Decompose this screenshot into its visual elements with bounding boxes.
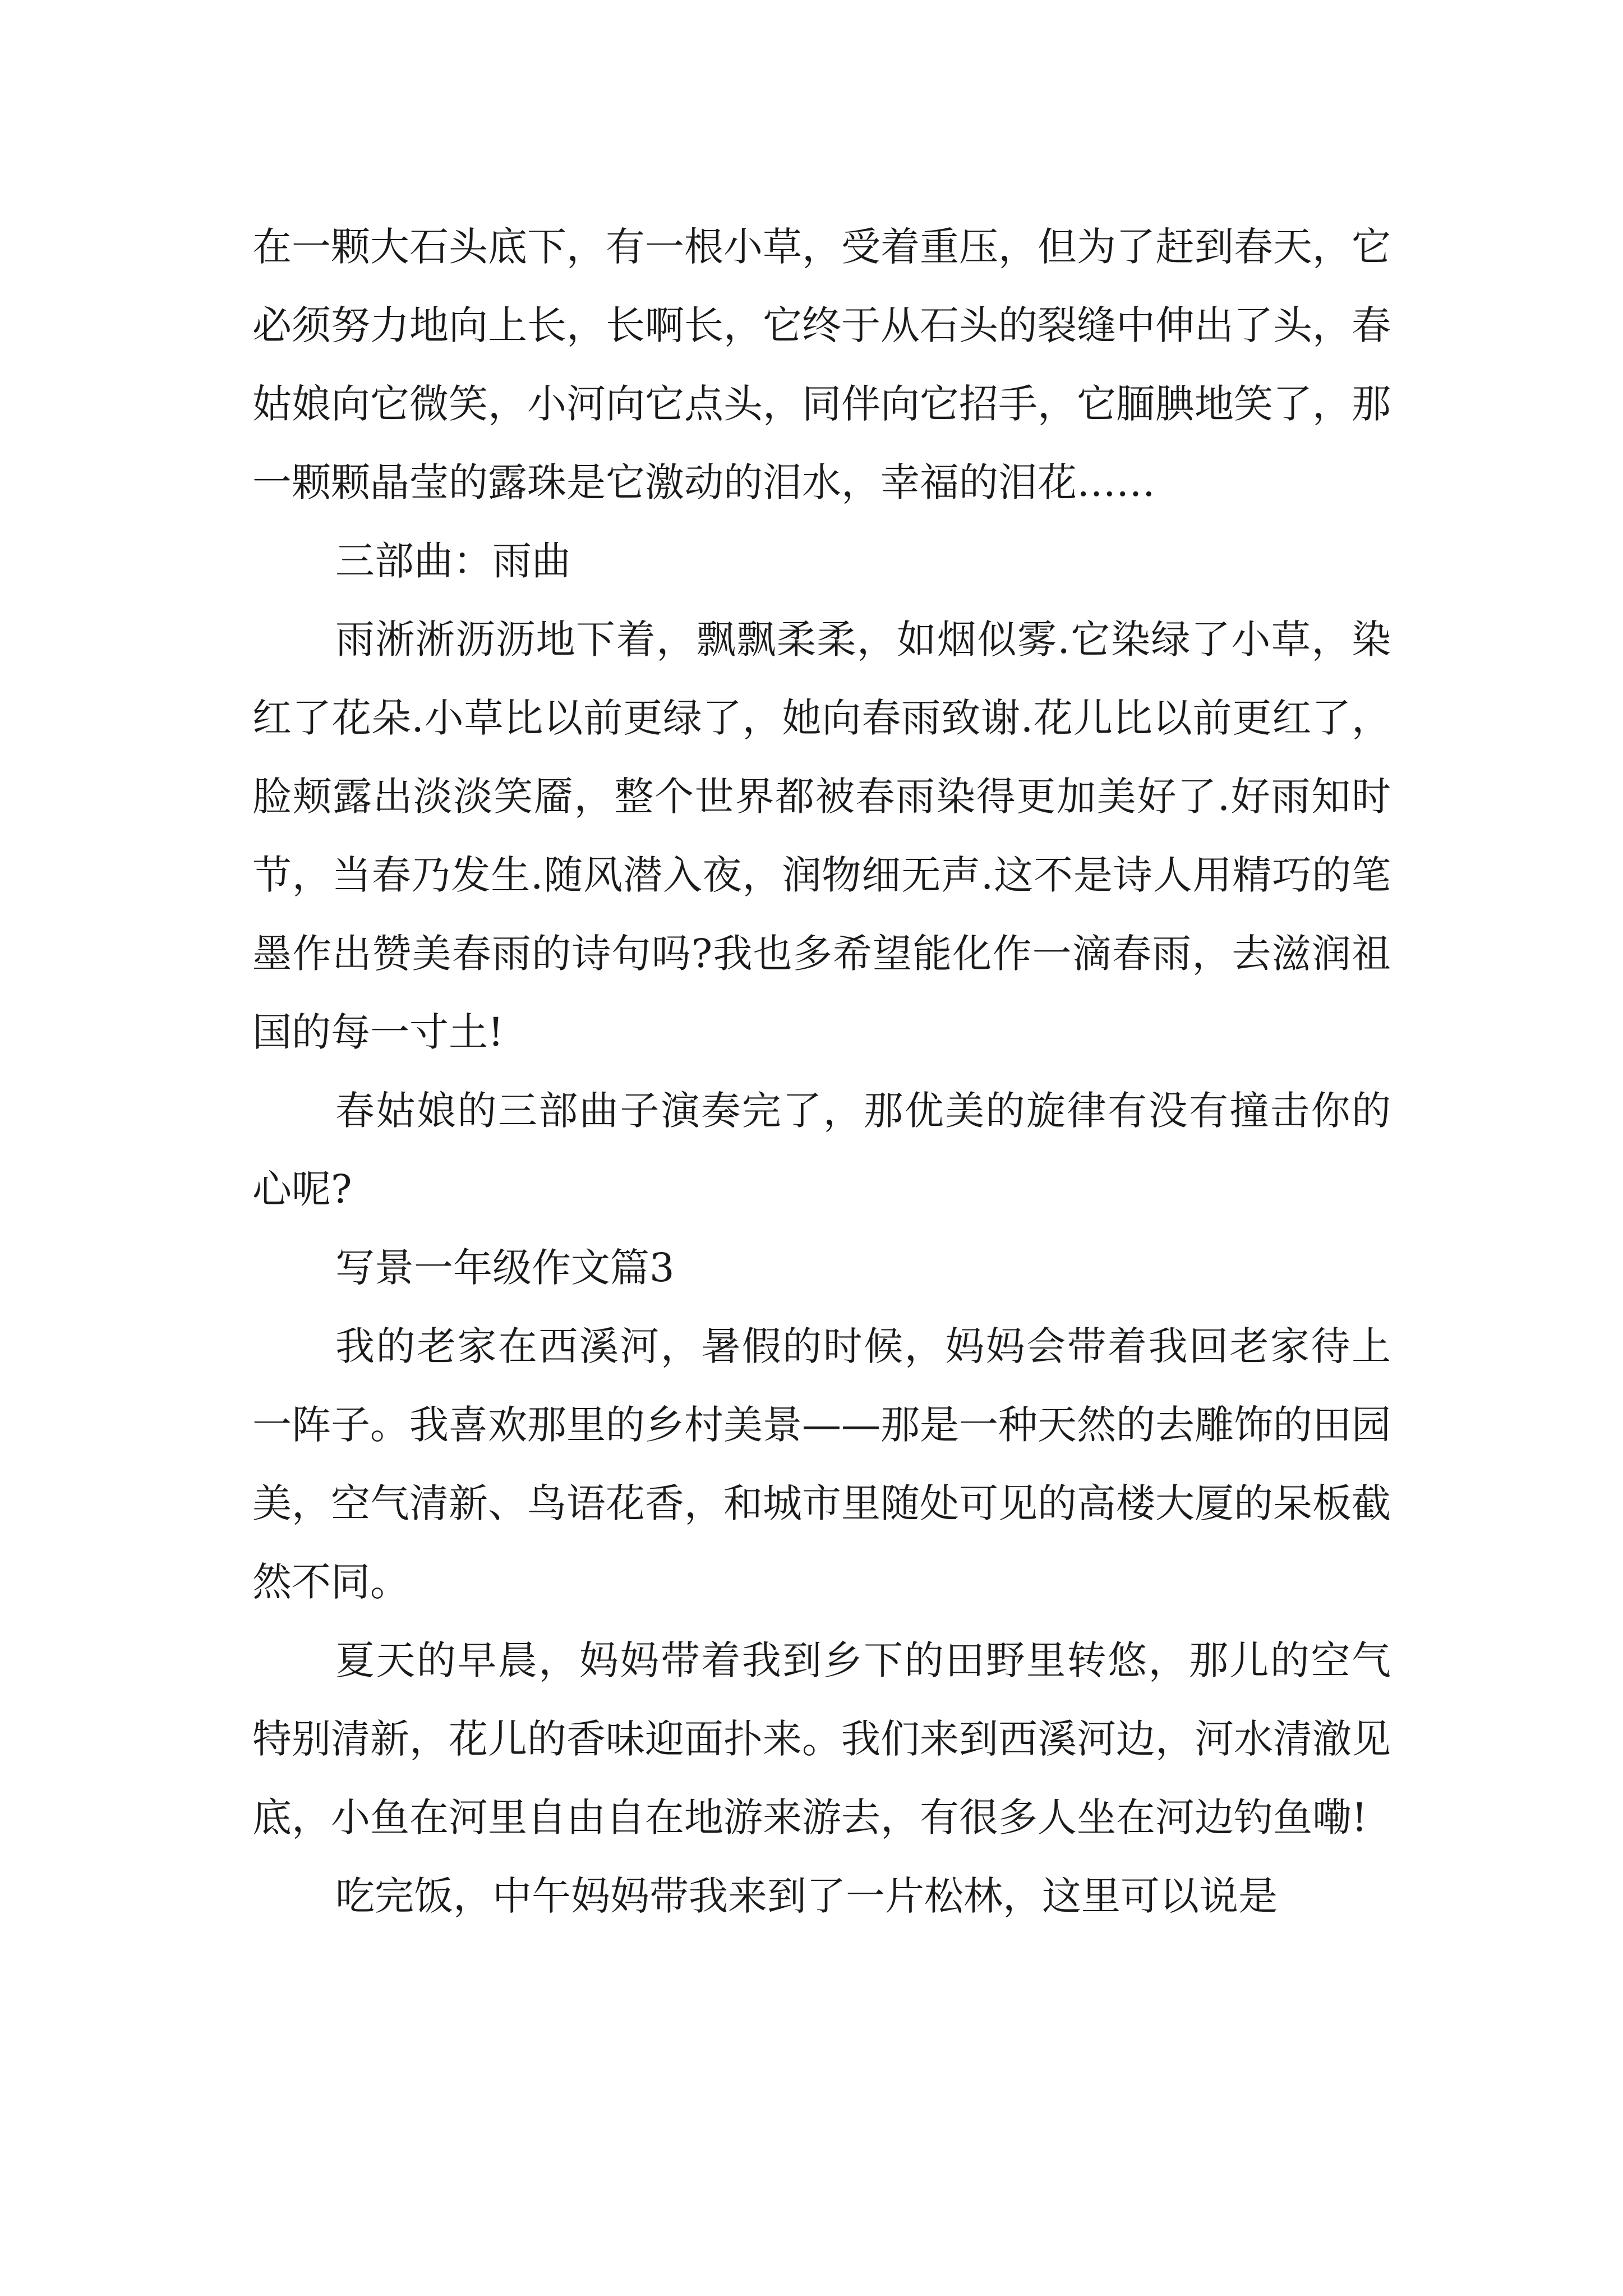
paragraph-summer-morning: 夏天的早晨，妈妈带着我到乡下的田野里转悠，那儿的空气特别清新，花儿的香味迎面扑来。我们来到西溪河边，河水清澈见底，小鱼在河里自由自在地游来游去，有很多人坐在河边钓鱼嘞!: [252, 1637, 1391, 1841]
paragraph-hometown: 我的老家在西溪河，暑假的时候，妈妈会带着我回老家待上一阵子。我喜欢那里的乡村美景——那是一种天然的去雕饰的田园美，空气清新、鸟语花香，和城市里随处可见的高楼大厦的呆板截然不同。: [252, 1323, 1391, 1605]
paragraph-grass-story: 在一颗大石头底下，有一根小草，受着重压，但为了赶到春天，它必须努力地向上长，长啊长，它终于从石头的裂缝中伸出了头，春姑娘向它微笑，小河向它点头，同伴向它招手，它腼腆地笑了，那一颗颗晶莹的露珠是它激动的泪水，幸福的泪花……: [252, 224, 1391, 505]
paragraph-rain: 雨淅淅沥沥地下着，飘飘柔柔，如烟似雾.它染绿了小草，染红了花朵.小草比以前更绿了，她向春雨致谢.花儿比以前更红了，脸颊露出淡淡笑靥，整个世界都被春雨染得更加美好了.好雨知时节，当春乃发生.随风潜入夜，润物细无声.这不是诗人用精巧的笔墨作出赞美春雨的诗句吗?我也多希望能化作一滴春雨，去滋润祖国的每一寸土!: [252, 616, 1391, 1055]
essay-title-3: 写景一年级作文篇3: [335, 1245, 675, 1291]
paragraph-pine-forest: 吃完饭，中午妈妈带我来到了一片松林，这里可以说是: [335, 1873, 1278, 1919]
essay-body: [252, 208, 1391, 1935]
section-heading-rain: 三部曲：雨曲: [335, 538, 571, 584]
paragraph-conclusion: 春姑娘的三部曲子演奏完了，那优美的旋律有没有撞击你的心呢?: [252, 1088, 1391, 1212]
